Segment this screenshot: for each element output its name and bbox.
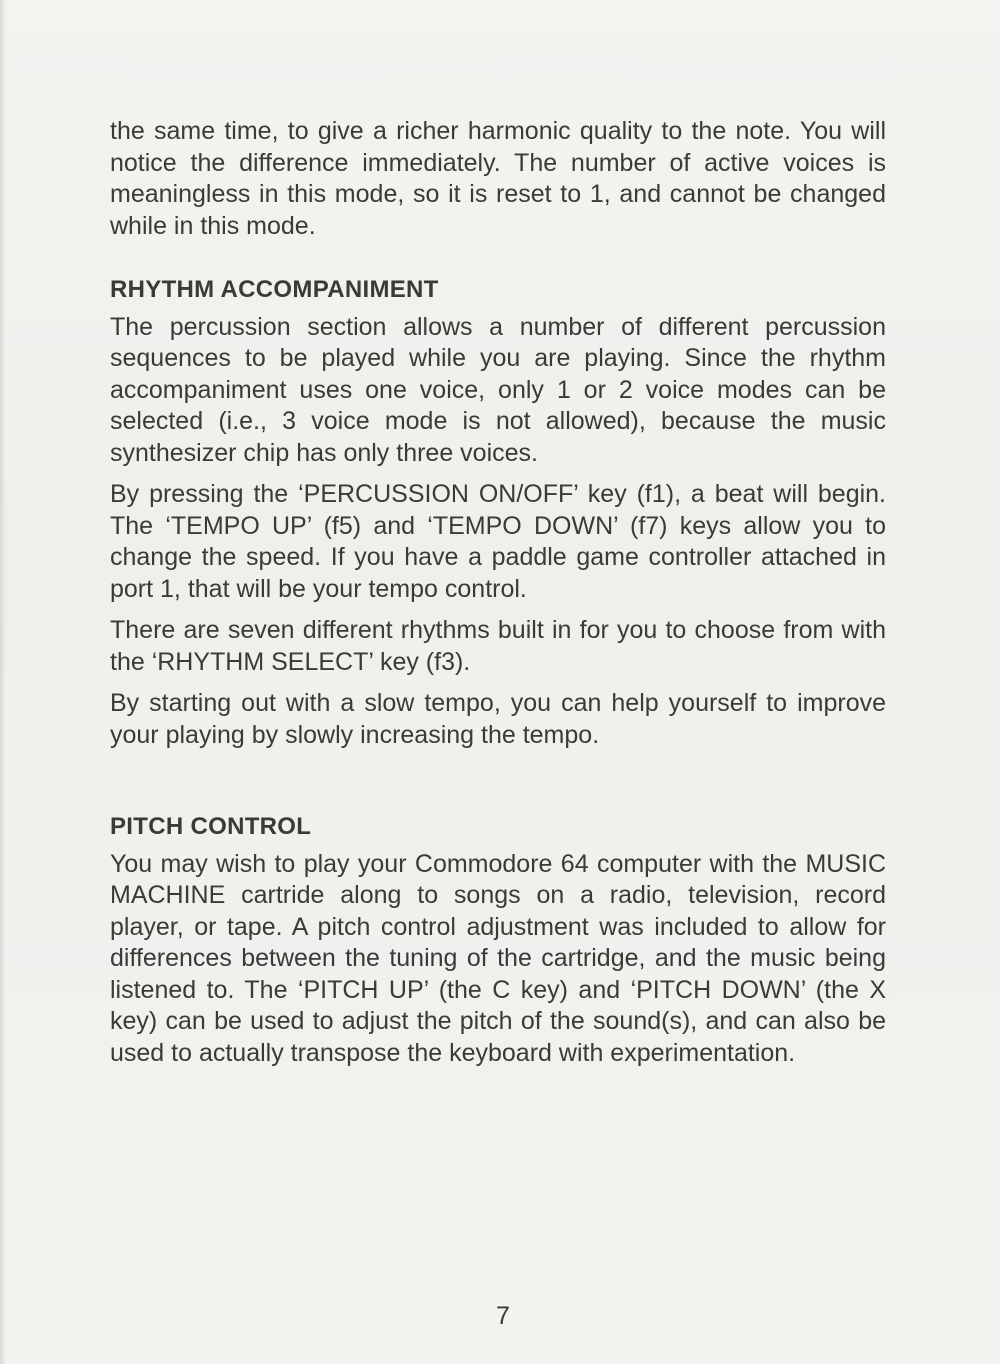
page-spine-shadow [0,0,6,1364]
pitch-paragraph: You may wish to play your Commodore 64 computer with the MUSIC MACHINE cartride along to songs on a radio, television, record player, or tape. A pitch control adjustment was included to allow for differences between the tuning of the cartridge, and the music being listened to. The ‘PITCH UP’ (the C key) and ‘PITCH DOWN’ (the X key) can be used to adjust the pitch of the sound(s), and can also be used to actually transpose the keyboard with experimentation. [110,849,886,1067]
rhythm-paragraph: By starting out with a slow tempo, you can help yourself to improve your playing by slowly increasing the tempo. [110,689,886,749]
intro-paragraph: the same time, to give a richer harmonic quality to the note. You will notice the difference immediately. The number of active voices is meaningless in this mode, so it is reset to 1, and cannot be changed while in this mode. [110,117,886,240]
pitch-section [110,811,886,1069]
rhythm-section [110,274,886,751]
pitch-heading: PITCH CONTROL [110,813,312,840]
page-number: 7 [496,1302,510,1330]
rhythm-paragraph: The percussion section allows a number of different percussion sequences to be played while you are playing. Since the rhythm accompaniment uses one voice, only 1 or 2 voice modes can be selected (i.e., 3 voice mode is not allowed), because the music synthesizer chip has only three voices. [110,312,886,467]
rhythm-paragraph: There are seven different rhythms built in for you to choose from with the ‘RHYTHM SELECT’ key (f3). [110,616,886,676]
page-content [110,116,886,1079]
rhythm-paragraph: By pressing the ‘PERCUSSION ON/OFF’ key (f1), a beat will begin. The ‘TEMPO UP’ (f5) and ‘TEMPO DOWN’ (f7) keys allow you to change the speed. If you have a paddle game controller attached in port 1, that will be your tempo control. [110,480,886,603]
rhythm-heading: RHYTHM ACCOMPANIMENT [110,276,439,303]
